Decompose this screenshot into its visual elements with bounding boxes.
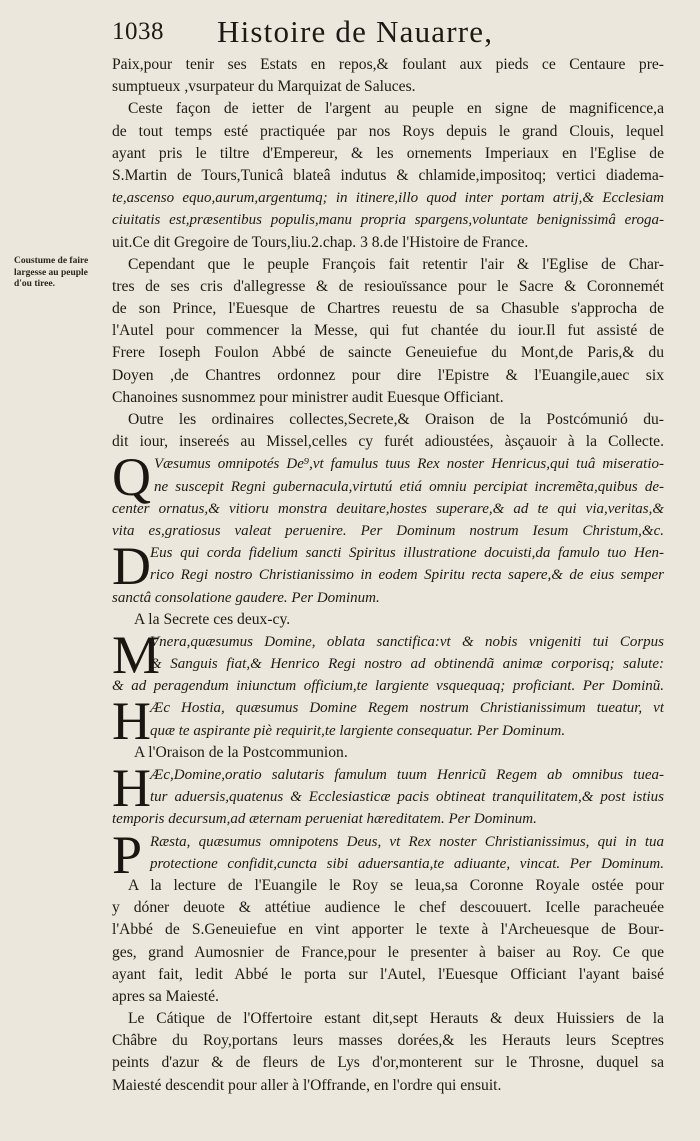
text-line: Maiesté descendit pour aller à l'Offrande, en l'ordre qui ensuit. [112, 1076, 502, 1094]
prayer-line: protectione confidit,cuncta sibi aduersantia,te adiuante, vincat. Per Dominum. [150, 855, 664, 872]
text-line: peints d'azur & de fleurs de Lys d'or,monterent sur le Throsne, duquel sa [112, 1054, 664, 1072]
prayer-line: Ræsta, quæsumus omnipotens Deus, vt Rex noster Christianissimus, qui in tua [150, 833, 664, 850]
text-line: de tout temps esté practiquée par nos Roys depuis le grand Clouis, lequel [112, 122, 664, 140]
text-line: dit iour, insereés au Missel,celles cy furét adioustées, àsçauoir à la Collecte. [112, 433, 664, 451]
prayer-line: ne suscepit Regni gubernacula,virtutú etiá omniu percipiat incremẽta,quibus de- [154, 478, 664, 495]
text-line: Châbre du Roy,portans leurs masses dorées,& les Herauts leurs Sceptres [112, 1032, 664, 1050]
prayer-line: rico Regi nostro Christianissimo in eodem Spiritu recta sapere,& de eius semper [150, 567, 664, 584]
prayer-line: center ornatus,& vitioru monstra deuitare,hostes superare,& ad te qui via,veritas,& [112, 500, 664, 517]
postcommunion-prayer-1 [112, 758, 664, 831]
text-line: Cependant que le peuple François fait retentir l'air & l'Eglise de Char- [128, 255, 664, 273]
running-title: Histoire de Nauarre, [217, 14, 494, 49]
text-line: sumptueux ,vsurpateur du Marquizat de Saluces. [112, 78, 416, 96]
text-line: ciuitatis est,præsentibus populis,manu propria spargens,voluntate benignissimâ eroga- [112, 212, 664, 229]
margin-note-line: Coustume de faire [14, 256, 89, 266]
text-line: apres sa Maiesté. [112, 987, 219, 1005]
drop-cap-initial: H [112, 691, 151, 752]
text-line: Le Cátique de l'Offertoire estant dit,sept Herauts & deux Huissiers de la [128, 1010, 664, 1028]
prayer-line: & ad peragendum iniunctum officium,te largiente vsquequaq; proficiant. Per Dominũ. [112, 678, 664, 695]
drop-cap-initial: P [112, 824, 143, 885]
section-heading: A l'Oraison de la Postcommunion. [134, 743, 348, 761]
prayer-line: sanctâ consolatione gaudere. Per Dominum. [112, 589, 380, 606]
text-line: Paix,pour tenir ses Estats en repos,& foulant aux pieds ce Centaure pre- [112, 56, 664, 73]
prayer-line: temporis decursum,ad æternam perueniat hæreditatem. Per Dominum. [112, 811, 537, 828]
prayer-line: tur aduersis,quatenus & Ecclesiasticæ pacis obtineat tranquilitatem,& post istius [150, 789, 664, 806]
secrete-prayer-1 [112, 624, 664, 698]
margin-note-line: d'ou tiree. [14, 279, 55, 289]
prayer-line: vita es,gratiosus valeat peruenire. Per Dominum nostrum Iesum Christum,&c. [112, 522, 664, 539]
main-text [112, 54, 664, 1097]
collect-prayer-1 [112, 447, 664, 542]
drop-cap-initial: D [112, 536, 151, 597]
prayer-line: Æc Hostia, quæsumus Domine Regem nostrum Christianissimum tueatur, vt [150, 700, 664, 717]
text-line: l'Autel pour commencer la Messe, qui fut chantée du iour.Il fut assisté de [112, 322, 664, 340]
text-line: uit.Ce dit Gregoire de Tours,liu.2.chap. 3 8.de l'Histoire de France. [112, 233, 529, 251]
prayer-line: Æc,Domine,oratio salutaris famulum tuum Henricũ Regem ab omnibus tuea- [150, 767, 664, 783]
text-line: de son Prince, l'Euesque de Chartres reuestu de sa Chasuble s'approcha de [112, 300, 664, 318]
prayer-line: quæ te aspirante piè requirit,te largiente consequatur. Per Dominum. [150, 722, 566, 739]
text-line: Ceste façon de ietter de l'argent au peuple en signe de magnificence,a [128, 100, 664, 118]
margin-note-line: largesse au peuple [14, 267, 88, 278]
prayer-line: & Sanguis fiat,& Henrico Regi nostro ad obtinendã animæ corporisq; salute: [150, 656, 664, 673]
text-line: ges, grand Aumosnier de France,pour le presenter à baiser au Roy. Ce que [112, 943, 664, 961]
text-line: S.Martin de Tours,Tunicâ blateâ indutus & chlamide,impositoq; vertici diadema- [112, 166, 664, 184]
margin-note [14, 256, 114, 291]
prayer-line: Vnera,quæsumus Domine, oblata sanctifica:vt & nobis vnigeniti tui Corpus [150, 633, 664, 650]
text-line: tres de ses cris d'allegresse & de resiouïssance pour le Sacre & Coronnemét [112, 277, 664, 295]
text-line: A la lecture de l'Euangile le Roy se leua,sa Coronne Royale ostée pour [128, 876, 664, 894]
drop-cap-initial: H [112, 758, 151, 818]
text-line: Chanoines susnommez pour ministrer audit Euesque Officiant. [112, 388, 504, 406]
text-line: Frere Ioseph Foulon Abbé de saincte Geneuiefue du Mont,de Paris,& du [112, 344, 664, 362]
prayer-line: Eus qui corda fidelium sancti Spiritus illustratione docuisti,da famulo tuo Hen- [150, 545, 664, 562]
text-line: ayant fait, ledit Abbé le porta sur l'Autel, l'Euesque Officiant l'ayant baisé [112, 965, 664, 983]
text-line: Doyen ,de Chantres ordonnez pour dire l'Epistre & l'Euangile,auec six [112, 366, 664, 384]
section-heading: A la Secrete ces deux-cy. [134, 610, 291, 628]
page-number: 1038 [112, 18, 164, 45]
text-line: ayant pris le tiltre d'Empereur, & les ornements Imperiaux en l'Eglise de [112, 144, 664, 162]
drop-cap-initial: M [112, 624, 161, 685]
text-line: te,ascenso equo,aurum,argentumq; in itinere,illo quod inter portam atrij,& Ecclesiam [112, 190, 664, 207]
text-line: l'Abbé de S.Geneuiefue en vint apporter le texte à l'Archeuesque de Bour- [112, 921, 664, 939]
text-line: y dóner deuote & attétiue audience le chef descouuert. Icelle paracheuée [112, 899, 664, 917]
prayer-line: Væsumus omnipotés De⁹,vt famulus tuus Rex noster Henricus,qui tuâ miseratio- [154, 456, 664, 473]
collect-prayer-2 [112, 536, 664, 609]
page-header [112, 14, 672, 54]
drop-cap-initial: Q [112, 447, 151, 508]
text-line: Outre les ordinaires collectes,Secrete,& Oraison de la Postcómunió du- [128, 411, 664, 428]
